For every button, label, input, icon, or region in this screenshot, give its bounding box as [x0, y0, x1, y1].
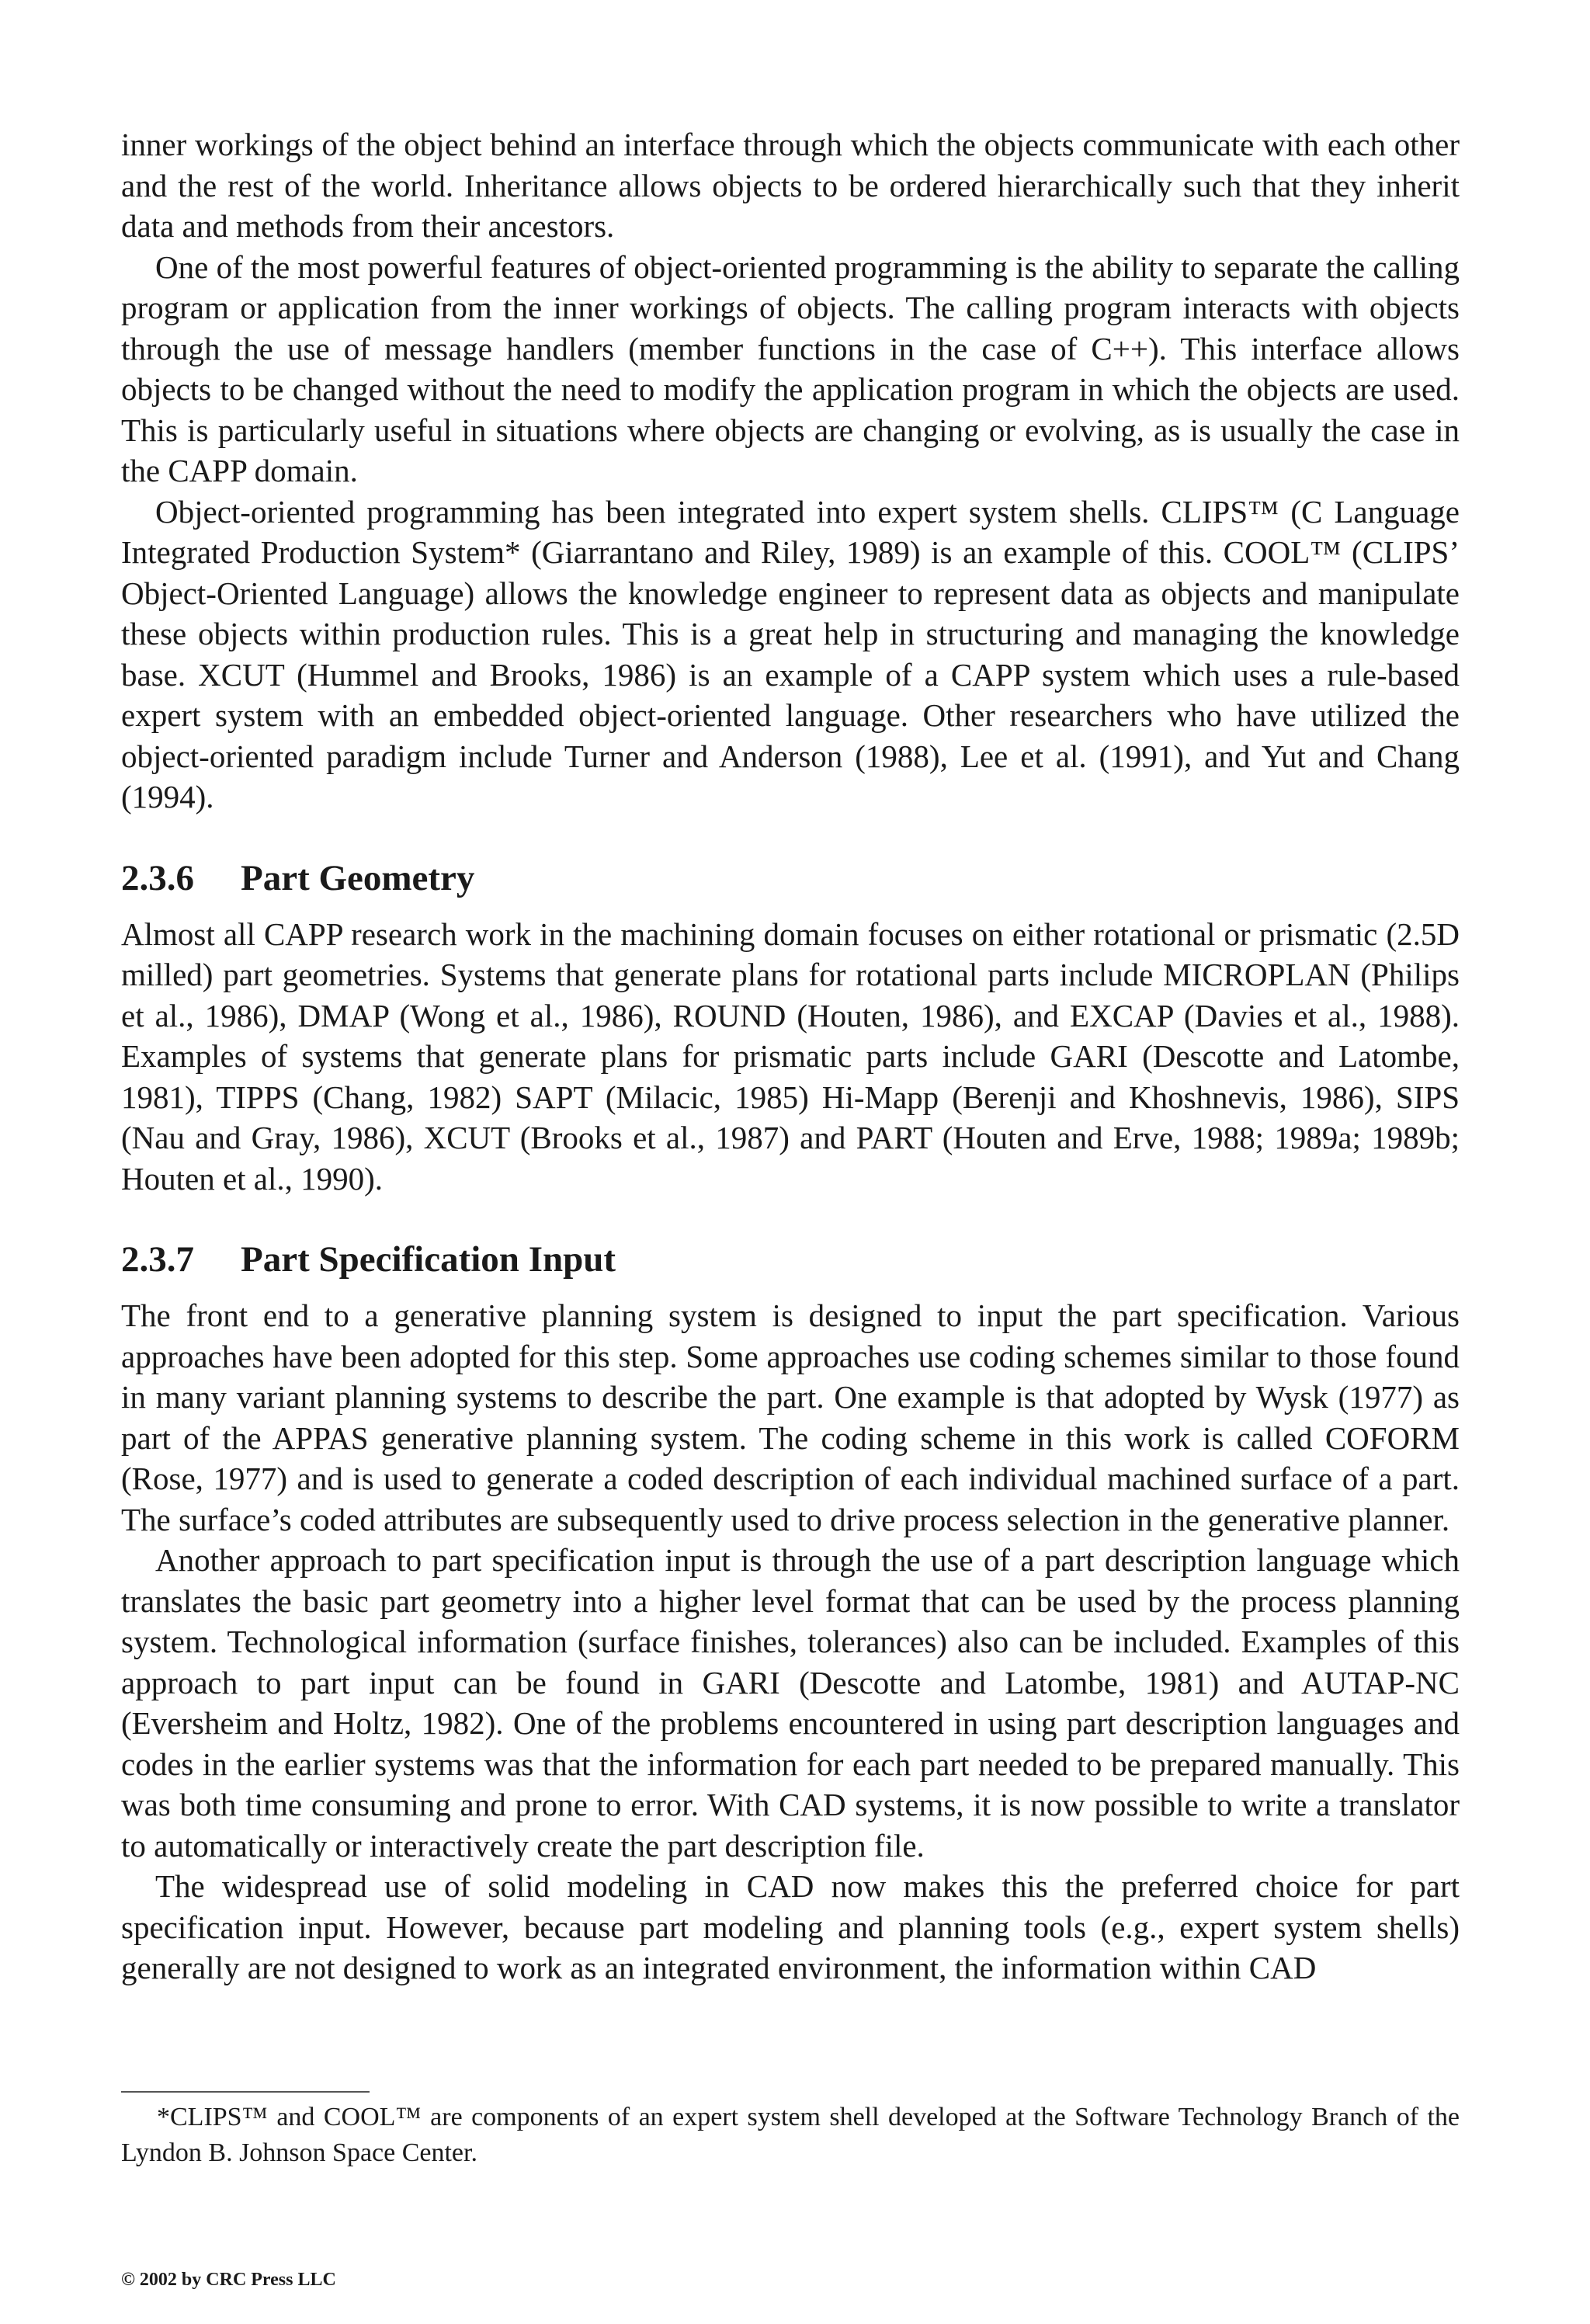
copyright-notice: © 2002 by CRC Press LLC: [121, 2270, 336, 2290]
part-spec-paragraph-2: Another approach to part specification input is through the use of a part description language which translates the basic part geometry into a higher level format that can be used by the process planning system. Technological information (surface finishes, tolerances) also can be included. Examples of this approach to part input can be found in GARI (Descotte and Latombe, 1981) and AUTAP-NC (Eversheim and Holtz, 1982). One of the problems encountered in using part description languages and codes in the earlier systems was that the information for each part needed to be prepared manually. This was both time consuming and prone to error. With CAD systems, it is now possible to write a translator to automatically or interactively create the part description file.: [121, 1542, 1460, 1864]
footnote: *CLIPS™ and COOL™ are components of an expert system shell developed at the Software Technology Branch of the Lyndon B. Johnson Space Center.: [121, 2103, 1460, 2167]
section-number: 2.3.7: [121, 1239, 194, 1280]
body-paragraph-2: One of the most powerful features of object-oriented programming is the ability to separate the calling program or application from the inner workings of objects. The calling program interacts with objects through the use of message handlers (member functions in the case of C++). This interface allows objects to be changed without the need to modify the application program in which the objects are used. This is particularly useful in situations where objects are changing or evolving, as is usually the case in the CAPP domain.: [121, 248, 1460, 488]
page-body: [121, 124, 1460, 1989]
body-paragraph-3: Object-oriented programming has been integrated into expert system shells. CLIPS™ (C Language Integrated Production System* (Giarrantano and Riley, 1989) is an example of this. COOL™ (CLIPS’ Object-Oriented Language) allows the knowledge engineer to represent data as objects and manipulate these objects within production rules. This is a great help in structuring and managing the knowledge base. XCUT (Hummel and Brooks, 1986) is an example of a CAPP system which uses a rule-based expert system with an embedded object-oriented language. Other researchers who have utilized the object-oriented paradigm include Turner and Anderson (1988), Lee et al. (1991), and Yut and Chang (1994).: [121, 493, 1460, 815]
section-title: Part Geometry: [241, 857, 475, 898]
section-heading-part-specification-input: [121, 1236, 1460, 1283]
body-paragraph-1: inner workings of the object behind an interface through which the objects communicate with each other and the rest of the world. Inheritance allows objects to be ordered hierarchically such that they inherit data and methods from their ancestors.: [121, 127, 1460, 244]
section-title: Part Specification Input: [241, 1239, 616, 1280]
part-geometry-paragraph-1: Almost all CAPP research work in the machining domain focuses on either rotational or prismatic (2.5D milled) part geometries. Systems that generate plans for rotational parts include MICROPLAN (Philips et al., 1986), DMAP (Wong et al., 1986), ROUND (Houten, 1986), and EXCAP (Davies et al., 1988). Examples of systems that generate plans for prismatic parts include GARI (Descotte and Latombe, 1981), TIPPS (Chang, 1982) SAPT (Milacic, 1985) Hi-Mapp (Berenji and Khoshnevis, 1986), SIPS (Nau and Gray, 1986), XCUT (Brooks et al., 1987) and PART (Houten and Erve, 1988; 1989a; 1989b; Houten et al., 1990).: [121, 915, 1460, 1197]
part-spec-paragraph-3: The widespread use of solid modeling in CAD now makes this the preferred choice for part specification input. However, because part modeling and planning tools (e.g., expert system shells) generally are not designed to work as an integrated environment, the information within CAD: [121, 1868, 1460, 1985]
section-number: 2.3.6: [121, 857, 194, 898]
section-heading-part-geometry: [121, 855, 1460, 901]
footnote-divider: [121, 2091, 370, 2093]
part-spec-paragraph-1: The front end to a generative planning system is designed to input the part specification. Various approaches have been adopted for this step. Some approaches use coding schemes similar to those found in many variant planning systems to describe the part. One example is that adopted by Wysk (1977) as part of the APPAS generative planning system. The coding scheme in this work is called COFORM (Rose, 1977) and is used to generate a coded description of each individual machined surface of a part. The surface’s coded attributes are subsequently used to drive process selection in the generative planner.: [121, 1297, 1460, 1537]
